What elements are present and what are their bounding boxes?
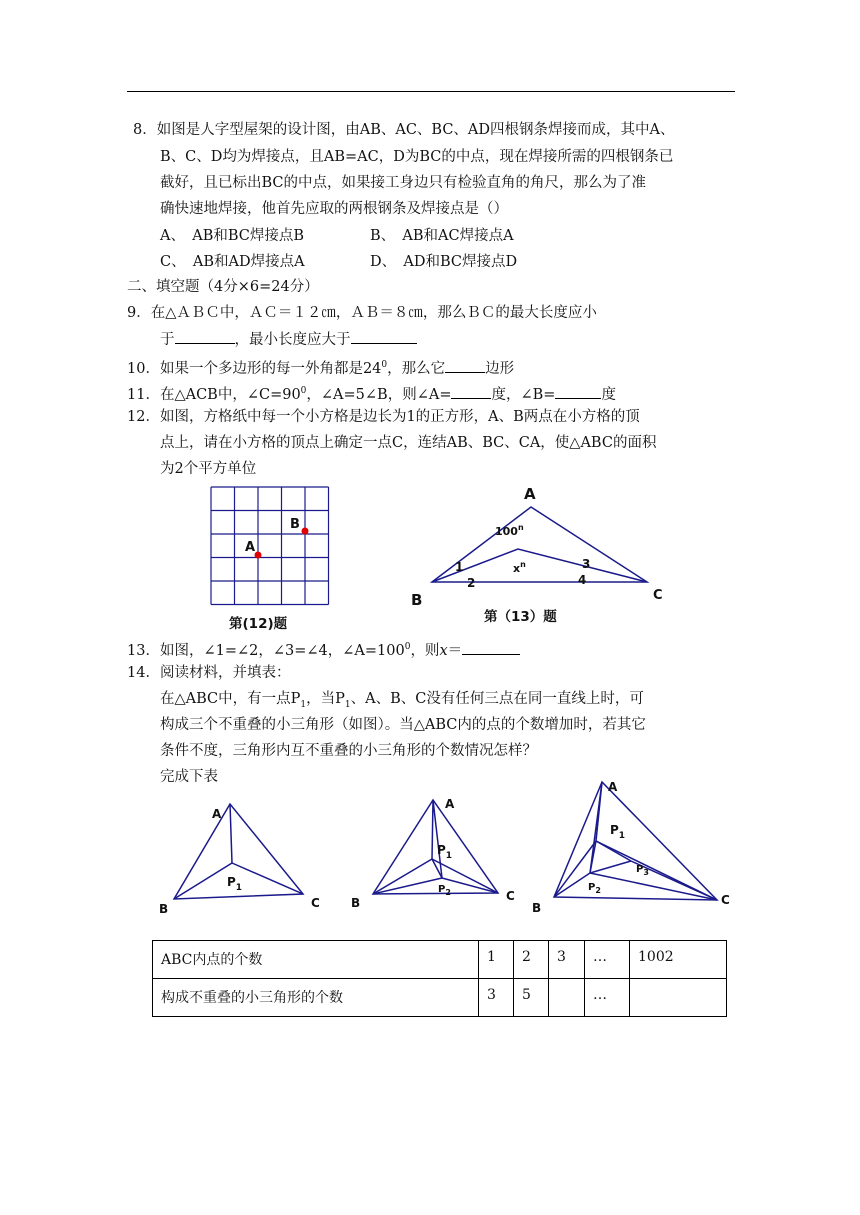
fig13-angle-3: 3 [582, 557, 591, 571]
q8-line1: 8．如图是人字型屋架的设计图，由AB、AC、BC、AD四根钢条焊接而成，其中A、 [133, 122, 675, 138]
tri3-label-b: B [532, 901, 542, 915]
tri1-label-a: A [212, 807, 222, 821]
fig13-label-b: B [411, 591, 423, 609]
q13-equals: ＝ [447, 642, 463, 659]
q9-text-a: 于 [160, 332, 175, 348]
tri3-label-p3: $P_3$ [636, 864, 649, 877]
triangle-one-point [155, 800, 330, 915]
q14-sub-2: 1 [344, 699, 351, 710]
q8-line3: 截好，且已标出BC的中点，如果接工身边只有检验直角的角尺，那么为了准 [160, 175, 647, 191]
q11-blank-a[interactable] [451, 384, 491, 399]
q12-line3: 为2个平方单位 [160, 461, 257, 477]
q10-line [127, 355, 514, 379]
table-row [153, 941, 727, 979]
q8-option-c: C、 AB和AD焊接点A [160, 254, 305, 270]
q8-option-b: B、 AB和AC焊接点A [370, 228, 514, 244]
section-heading: 二、填空题（4分×6=24分） [127, 279, 319, 295]
header-rule [127, 91, 735, 92]
tri2-label-a: A [445, 797, 455, 811]
q9-line1: 9．在△ＡＢＣ中，ＡＣ＝１２㎝，ＡＢ＝８㎝，那么ＢＣ的最大长度应小 [127, 305, 597, 321]
tri2-label-c: C [506, 889, 515, 903]
q14-sub-1: 1 [300, 699, 307, 710]
q8-line2: B、C、D均为焊接点，且AB=AC，D为BC的中点，现在焊接所需的四根钢条已 [160, 149, 674, 165]
tri2-label-p2: $P_2$ [438, 884, 451, 897]
q9-line2 [160, 329, 417, 350]
tri3-label-c: C [721, 893, 730, 907]
table-cell-answer[interactable] [630, 979, 727, 1017]
q14-line3: 构成三个不重叠的小三角形（如图）。当△ABC内的点的个数增加时，若其它 [160, 717, 646, 733]
q14-text-c: 、A、B、C没有任何三点在同一直线上时，可 [350, 691, 644, 707]
q9-blank-max[interactable] [175, 329, 235, 344]
grid-label-b: B [290, 517, 300, 532]
table-cell: 2 [514, 941, 549, 979]
q10-text-c: 边形 [485, 360, 515, 377]
q9-text-b: ，最小长度应大于 [234, 332, 351, 348]
grid-label-a: A [245, 540, 256, 555]
q11-line [127, 381, 616, 405]
table-cell: … [585, 941, 630, 979]
q14-line1: 14．阅读材料，并填表： [127, 665, 291, 681]
q8-option-a: A、 AB和BC焊接点B [160, 228, 305, 244]
triangle-three-points [530, 778, 740, 913]
point-a [255, 552, 262, 559]
fig13-angle-1: 1 [455, 560, 464, 574]
q10-degree: 0 [381, 360, 388, 370]
fig13-angle-a: 100$^n$ [495, 523, 524, 538]
fig13-label-a: A [524, 485, 536, 503]
table-cell: 构成不重叠的小三角形的个数 [153, 979, 479, 1017]
point-b [302, 528, 309, 535]
q13-line [127, 637, 520, 661]
q9-blank-min[interactable] [351, 329, 417, 344]
table-cell: 1002 [630, 941, 727, 979]
tri2-label-p1: $P_1$ [437, 843, 453, 861]
q8-line4: 确快速地焊接，他首先应取的两根钢条及焊接点是（） [160, 201, 508, 217]
q14-line5: 完成下表 [160, 769, 218, 785]
q11-text-a: 11．在△ACB中，∠C=90 [127, 386, 301, 403]
q13-variable-x: x [439, 642, 448, 659]
table-cell-answer[interactable] [549, 979, 585, 1017]
table-cell: 3 [479, 979, 514, 1017]
table-cell: ABC内点的个数 [153, 941, 479, 979]
q13-text-a: 13．如图，∠1=∠2，∠3=∠4，∠A=100 [127, 642, 405, 659]
count-table [152, 940, 727, 1017]
q12-line1: 12．如图，方格纸中每一个小方格是边长为1的正方形，A、B两点在小方格的顶 [127, 409, 640, 425]
q14-text-b: ，当P [306, 691, 345, 707]
table-cell: … [585, 979, 630, 1017]
q11-text-d: 度 [601, 386, 616, 403]
tri3-label-p1: $P_1$ [610, 823, 626, 841]
fig13-angle-2: 2 [467, 576, 476, 590]
q12-line2: 点上，请在小方格的顶点上确定一点C，连结AB、BC、CA，使△ABC的面积 [160, 435, 657, 451]
fig13-caption: 第（13）题 [484, 609, 557, 625]
q10-text-b: ，那么它 [387, 360, 446, 377]
fig13-angle-x: $x^n$ [513, 560, 526, 575]
q13-degree: 0 [404, 642, 411, 652]
tri1-label-p1: $P_1$ [227, 875, 243, 893]
triangle-two-points [348, 796, 523, 911]
grid-figure [205, 485, 330, 603]
q11-text-b: ，∠A=5∠B，则∠A= [306, 386, 452, 403]
q14-line2 [160, 689, 644, 715]
q13-blank[interactable] [462, 640, 520, 655]
q8-option-d: D、 AD和BC焊接点D [370, 254, 518, 270]
table-cell: 3 [549, 941, 585, 979]
tri3-label-p2: $P_2$ [588, 882, 601, 895]
table-cell: 1 [479, 941, 514, 979]
q14-text-a: 在△ABC中，有一点P [160, 691, 301, 707]
tri1-label-c: C [311, 896, 320, 910]
q10-blank[interactable] [445, 358, 485, 373]
tri1-label-b: B [159, 902, 169, 916]
q14-line4: 条件不度，三角形内互不重叠的小三角形的个数情况怎样？ [160, 743, 537, 759]
q10-text-a: 10．如果一个多边形的每一外角都是24 [127, 360, 382, 377]
q11-degree: 0 [300, 386, 307, 396]
triangle-13-figure [405, 480, 675, 610]
tri2-label-b: B [351, 896, 361, 910]
table-row [153, 979, 727, 1017]
q11-text-c: 度，∠B= [491, 386, 556, 403]
fig12-caption: 第(12)题 [229, 616, 288, 632]
fig13-label-c: C [653, 588, 663, 603]
table-cell: 5 [514, 979, 549, 1017]
fig13-angle-4: 4 [578, 573, 587, 587]
q11-blank-b[interactable] [555, 384, 601, 399]
q13-text-b: ，则 [410, 642, 440, 659]
tri3-label-a: A [608, 780, 618, 794]
